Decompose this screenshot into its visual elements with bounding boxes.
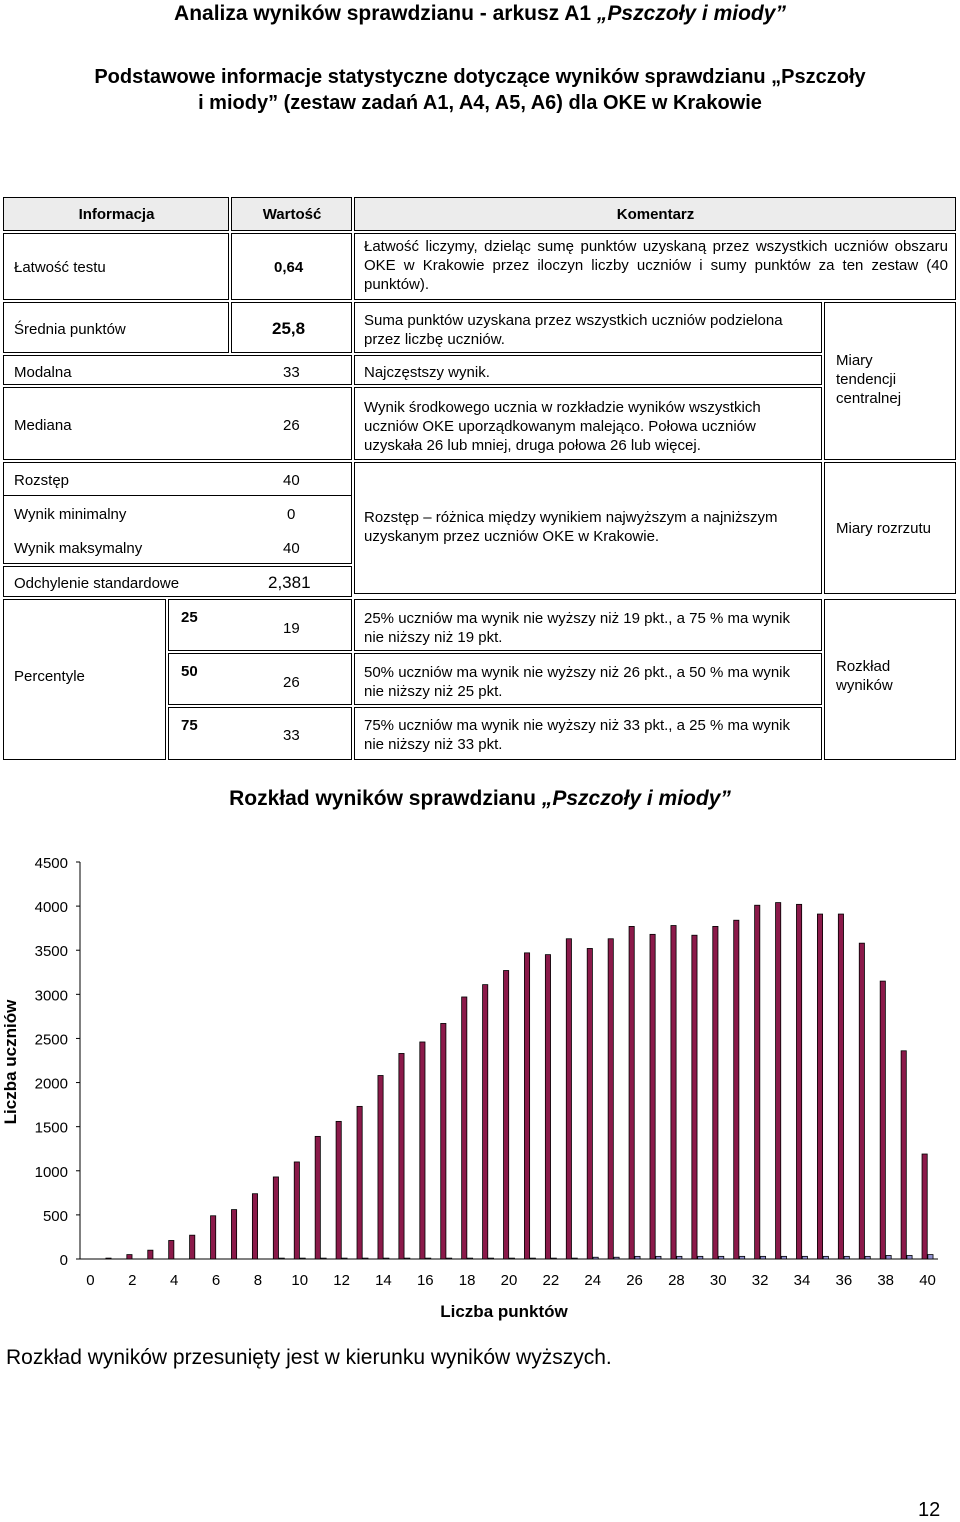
modalna-value: 33 (283, 364, 300, 381)
bar-series-2 (593, 1257, 598, 1259)
bar-series-2 (488, 1258, 493, 1259)
subtitle-line-1: Podstawowe informacje statystyczne dotyczące wyników sprawdzianu „Pszczoły (94, 66, 866, 88)
y-tick-label: 1000 (34, 1163, 68, 1181)
latwosc-label: Łatwość testu (14, 259, 106, 276)
header-informacja: Informacja (78, 206, 155, 223)
bar-series-1 (336, 1121, 341, 1259)
mediana-value: 26 (283, 417, 300, 434)
y-tick-label: 3000 (34, 987, 68, 1005)
minimalny-value: 0 (287, 506, 296, 523)
bar-series-2 (426, 1258, 431, 1259)
bar-series-2 (447, 1258, 452, 1259)
x-tick-label: 4 (169, 1272, 179, 1289)
bar-series-1 (817, 914, 822, 1259)
x-tick-label: 10 (291, 1272, 309, 1289)
x-tick-label: 38 (877, 1272, 895, 1289)
x-tick-label: 14 (375, 1272, 392, 1289)
x-tick-label: 40 (919, 1272, 936, 1289)
title-text: Analiza wyników sprawdzianu - arkusz A1 (174, 2, 597, 25)
modalna-label: Modalna (14, 364, 72, 381)
minimalny-label: Wynik minimalny (14, 506, 127, 523)
y-axis-title: Liczba uczniów (1, 999, 20, 1125)
percentile-50-comment: 50% uczniów ma wynik nie wyższy niż 26 pkt., a 50 % ma wynik nie niższy niż 25 pkt. (364, 664, 790, 700)
header-komentarz: Komentarz (616, 206, 695, 223)
x-tick-label: 12 (333, 1272, 350, 1289)
bar-series-2 (572, 1258, 577, 1259)
document-subtitle (0, 64, 960, 116)
bar-series-1 (315, 1136, 320, 1259)
mediana-label: Mediana (14, 417, 72, 434)
bar-series-1 (420, 1042, 425, 1259)
bar-series-2 (614, 1257, 619, 1259)
x-tick-label: 24 (584, 1272, 602, 1289)
group-distribution-label: Rozkład wyników (836, 658, 893, 694)
rozstep-value: 40 (283, 472, 300, 489)
bar-series-1 (734, 920, 739, 1259)
x-tick-label: 2 (128, 1272, 137, 1289)
group-central-label: Miary tendencji centralnej (836, 352, 902, 407)
bar-series-1 (273, 1177, 278, 1259)
percentile-50-value: 26 (283, 674, 300, 691)
y-tick-label: 2000 (34, 1075, 68, 1093)
bar-series-1 (671, 926, 676, 1259)
bar-series-1 (587, 948, 592, 1259)
bar-series-2 (530, 1258, 535, 1259)
group-spread-label: Miary rozrzutu (836, 520, 932, 537)
bar-series-1 (127, 1255, 132, 1259)
y-tick-label: 2500 (34, 1031, 68, 1049)
bar-series-1 (692, 935, 697, 1259)
bar-series-2 (698, 1256, 703, 1259)
bar-series-2 (384, 1258, 389, 1259)
x-tick-label: 16 (416, 1272, 434, 1289)
chart-title-italic: „Pszczoły i miody” (541, 787, 731, 810)
bar-series-2 (928, 1255, 933, 1259)
chart-title-text: Rozkład wyników sprawdzianu (229, 787, 542, 810)
bar-series-2 (760, 1256, 765, 1259)
x-tick-label: 30 (709, 1272, 727, 1289)
bar-series-2 (467, 1258, 472, 1259)
percentile-75-comment: 75% uczniów ma wynik nie wyższy niż 33 pkt., a 25 % ma wynik nie niższy niż 33 pkt. (364, 717, 790, 753)
y-tick-label: 3500 (34, 943, 68, 961)
chart-title (0, 785, 960, 813)
page-number: 12 (918, 1499, 941, 1521)
percentile-25-value: 19 (283, 620, 300, 637)
modalna-comment: Najczęstszy wynik. (364, 364, 490, 381)
bar-series-1 (566, 939, 571, 1259)
x-axis-title: Liczba punktów (440, 1302, 568, 1321)
bar-series-1 (399, 1053, 404, 1259)
bar-series-2 (907, 1255, 912, 1259)
x-tick-label: 0 (86, 1272, 95, 1289)
srednia-comment: Suma punktów uzyskana przez wszystkich uczniów podzielona przez liczbę uczniów. (364, 312, 783, 348)
bar-series-1 (252, 1194, 257, 1259)
bar-series-1 (211, 1216, 216, 1259)
bar-series-2 (321, 1258, 326, 1259)
percentile-75-value: 33 (283, 727, 300, 744)
document-title (0, 0, 960, 28)
y-tick-label: 4000 (34, 899, 68, 917)
bar-series-2 (719, 1256, 724, 1259)
srednia-value: 25,8 (272, 319, 306, 338)
bar-series-2 (865, 1256, 870, 1259)
bar-series-1 (441, 1023, 446, 1259)
x-tick-label: 32 (751, 1272, 769, 1289)
subtitle-line-2: i miody” (zestaw zadań A1, A4, A5, A6) dla OKE w Krakowie (198, 92, 762, 114)
bar-series-2 (635, 1256, 640, 1259)
x-tick-label: 28 (668, 1272, 685, 1289)
bar-series-1 (545, 955, 550, 1259)
mediana-comment: Wynik środkowego ucznia w rozkładzie wyników wszystkich uczniów OKE uporządkowanym malejąco. Połowa uczniów uzyskała 26 lub mniej, druga połowa 26 lub więcej. (364, 399, 761, 454)
odchylenie-value: 2,381 (268, 573, 311, 592)
header-wartosc: Wartość (262, 206, 322, 223)
bar-series-1 (922, 1154, 927, 1259)
percentyle-label: Percentyle (14, 668, 85, 685)
bar-series-1 (650, 934, 655, 1259)
x-tick-label: 6 (211, 1272, 221, 1289)
bar-series-2 (739, 1256, 744, 1259)
bar-series-2 (509, 1258, 514, 1259)
bar-series-1 (796, 904, 801, 1259)
bar-series-1 (524, 953, 529, 1259)
bar-series-1 (713, 926, 718, 1259)
bar-series-2 (781, 1256, 786, 1259)
bar-series-2 (551, 1258, 556, 1259)
bar-series-2 (656, 1256, 661, 1259)
srednia-label: Średnia punktów (14, 321, 126, 338)
conclusion-text: Rozkład wyników przesunięty jest w kierunku wyników wyższych. (6, 1346, 612, 1369)
bar-series-1 (190, 1235, 195, 1259)
bar-series-2 (342, 1258, 347, 1259)
bar-series-1 (294, 1162, 299, 1259)
x-tick-label: 36 (835, 1272, 853, 1289)
bar-series-1 (483, 985, 488, 1259)
bar-series-2 (802, 1256, 807, 1259)
distribution-chart (0, 835, 960, 1335)
bar-series-2 (886, 1255, 891, 1259)
bar-series-2 (823, 1256, 828, 1259)
latwosc-comment: Łatwość liczymy, dzieląc sumę punktów uzyskaną przez wszystkich uczniów obszaru OKE w Krakowie przez iloczyn liczby uczniów i sumy punktów za ten zestaw (40 punktów). (364, 238, 948, 293)
x-tick-label: 8 (253, 1272, 263, 1289)
bar-series-1 (504, 971, 509, 1259)
bar-series-2 (363, 1258, 368, 1259)
bar-series-2 (677, 1256, 682, 1259)
bar-series-1 (106, 1258, 111, 1259)
percentile-25-rank: 25 (181, 609, 198, 626)
bar-series-2 (300, 1258, 305, 1259)
x-tick-label: 22 (542, 1272, 560, 1289)
maksymalny-label: Wynik maksymalny (14, 540, 143, 557)
bar-series-1 (880, 981, 885, 1259)
bar-series-1 (357, 1106, 362, 1259)
percentile-50-rank: 50 (181, 663, 198, 680)
bar-series-1 (859, 943, 864, 1259)
bar-series-1 (378, 1075, 383, 1259)
x-tick-label: 26 (626, 1272, 643, 1289)
bar-series-1 (608, 939, 613, 1259)
bar-series-2 (279, 1258, 284, 1259)
bar-series-1 (776, 903, 781, 1259)
percentile-25-comment: 25% uczniów ma wynik nie wyższy niż 19 pkt., a 75 % ma wynik nie niższy niż 19 pkt. (364, 610, 790, 646)
x-tick-label: 18 (458, 1272, 476, 1289)
bar-series-1 (629, 926, 634, 1259)
x-tick-label: 34 (793, 1272, 811, 1289)
latwosc-value: 0,64 (274, 259, 304, 276)
bar-series-1 (838, 914, 843, 1259)
bar-series-1 (169, 1240, 174, 1259)
bar-series-1 (462, 997, 467, 1259)
y-tick-label: 4500 (34, 855, 68, 872)
title-italic: „Pszczoły i miody” (596, 2, 786, 25)
bar-series-2 (844, 1256, 849, 1259)
bar-series-1 (231, 1210, 236, 1259)
y-tick-label: 1500 (34, 1119, 68, 1137)
stats-table (0, 195, 960, 765)
bar-series-1 (148, 1250, 153, 1259)
bar-series-1 (755, 905, 760, 1259)
bar-series-2 (405, 1258, 410, 1259)
y-tick-label: 500 (42, 1207, 68, 1225)
y-tick-label: 0 (59, 1252, 68, 1269)
maksymalny-value: 40 (283, 540, 300, 557)
odchylenie-label: Odchylenie standardowe (14, 575, 180, 592)
percentile-75-rank: 75 (181, 717, 198, 734)
rozstep-label: Rozstęp (14, 472, 70, 489)
x-tick-label: 20 (500, 1272, 518, 1289)
rozstep-comment: Rozstęp – różnica między wynikiem najwyższym a najniższym uzyskanym przez uczniów OKE w Krakowie. (364, 509, 778, 545)
bar-series-1 (901, 1051, 906, 1259)
